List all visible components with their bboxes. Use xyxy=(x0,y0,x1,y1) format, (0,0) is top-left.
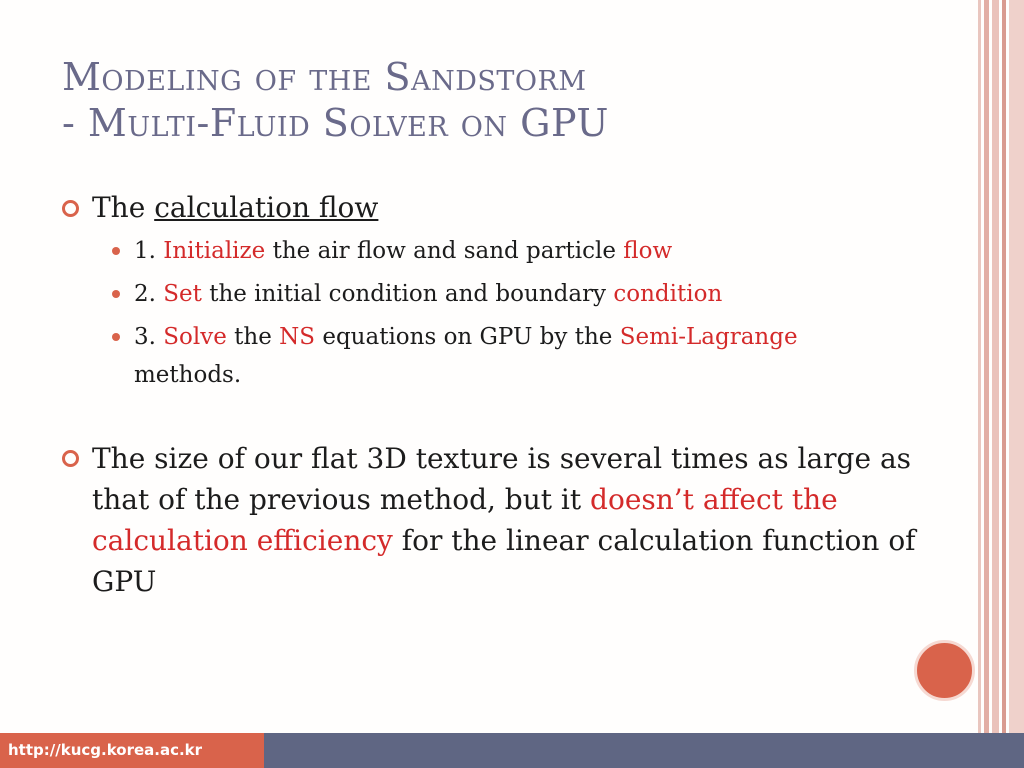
highlight-word: Set xyxy=(163,281,202,307)
slide-content xyxy=(62,188,962,602)
highlight-word: NS xyxy=(279,324,316,350)
bullet-text-underlined: calculation flow xyxy=(154,191,379,224)
dot-bullet-icon xyxy=(112,290,120,298)
sub-bullet-num: 3. xyxy=(134,324,156,350)
bullet-text: for the linear calculation function of GPU xyxy=(92,524,916,598)
decor-stripe xyxy=(984,0,989,733)
dot-bullet-icon xyxy=(112,333,120,341)
highlight-word: flow xyxy=(623,238,673,264)
ring-bullet-icon xyxy=(62,200,79,217)
decor-circle xyxy=(914,640,975,701)
sub-bullet-num: 1. xyxy=(134,238,156,264)
highlight-phrase: doesn’t affect the calculation efficiency xyxy=(92,483,838,557)
sub-bullet-2 xyxy=(62,275,962,313)
ring-bullet-icon xyxy=(62,450,79,467)
highlight-word: Solve xyxy=(163,324,227,350)
highlight-word: Initialize xyxy=(163,238,266,264)
highlight-word: condition xyxy=(613,281,723,307)
decor-stripe xyxy=(1002,0,1006,733)
sub-bullet-num: 2. xyxy=(134,281,156,307)
decor-stripe xyxy=(1009,0,1024,733)
bullet-calculation-flow xyxy=(62,188,962,228)
sub-bullet-text: the initial condition and boundary xyxy=(201,281,614,307)
sub-bullet-text: methods. xyxy=(134,362,242,388)
decor-stripe xyxy=(992,0,999,733)
sub-bullet-text: the air flow and sand particle xyxy=(265,238,624,264)
dot-bullet-icon xyxy=(112,247,120,255)
highlight-word: Semi-Lagrange xyxy=(619,324,798,350)
sub-bullet-1 xyxy=(62,232,962,270)
bullet-text: The size of our flat 3D texture is several times as large as that of the previous method, but it xyxy=(92,442,911,516)
sub-bullet-text: equations on GPU by the xyxy=(315,324,620,350)
slide-title xyxy=(62,54,942,146)
title-line-1: Modeling of the Sandstorm xyxy=(62,55,587,99)
footer-bar xyxy=(0,733,1024,768)
decor-stripe xyxy=(978,0,981,733)
title-line-2: - Multi-Fluid Solver on GPU xyxy=(62,101,609,145)
sub-bullet-text: the xyxy=(226,324,280,350)
bullet-text-prefix: The xyxy=(92,191,155,224)
bullet-texture-size xyxy=(62,438,962,602)
footer-url: http://kucg.korea.ac.kr xyxy=(0,733,264,768)
sub-bullet-3 xyxy=(62,318,962,394)
